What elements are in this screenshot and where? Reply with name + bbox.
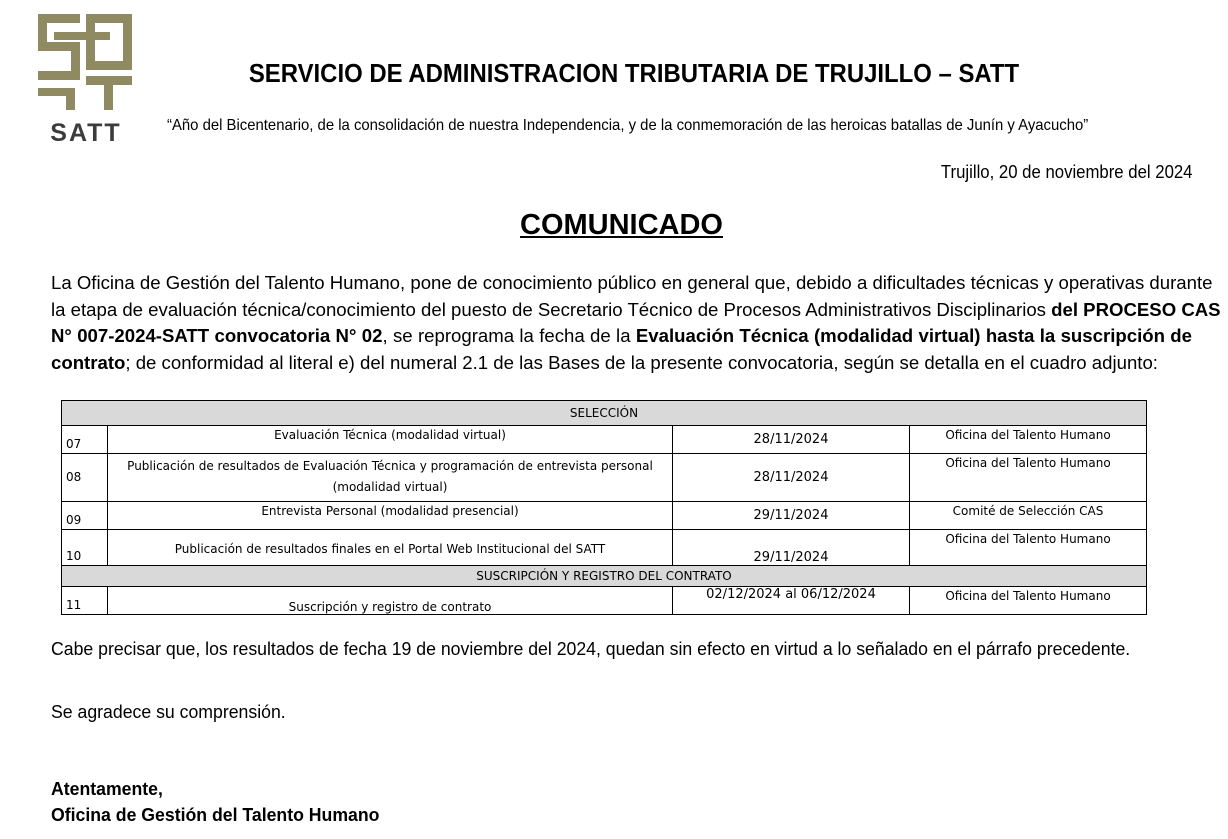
process-number: N° 007-2024-SATT convocatoria N° 02 bbox=[51, 325, 383, 346]
row-activity: Suscripción y registro de contrato bbox=[108, 587, 673, 615]
row-activity: Publicación de resultados finales en el Portal Web Institucional del SATT bbox=[108, 530, 673, 566]
thanks-paragraph: Se agradece su comprensión. bbox=[51, 701, 286, 722]
official-year-motto: “Año del Bicentenario, de la consolidación de nuestra Independencia, y de la conmemoración de las heroicas batallas de Junín y Ayacucho” bbox=[167, 117, 1089, 134]
section-title-contrato: SUSCRIPCIÓN Y REGISTRO DEL CONTRATO bbox=[62, 566, 1147, 587]
body-line-3 bbox=[51, 323, 1192, 350]
row-date: 02/12/2024 al 06/12/2024 bbox=[673, 587, 910, 615]
body-bold-text: contrato bbox=[51, 351, 126, 373]
row-number: 07 bbox=[62, 426, 108, 454]
body-line-2 bbox=[51, 297, 1221, 324]
table-row bbox=[62, 426, 1147, 454]
document-heading: COMUNICADO bbox=[520, 209, 723, 241]
body-text: ; de conformidad al literal e) del numeral 2.1 de las Bases de la presente convocatoria, según se detalla en el cuadro adjunto: bbox=[125, 351, 1158, 373]
row-responsible: Comité de Selección CAS bbox=[910, 502, 1147, 530]
table-section-header bbox=[62, 401, 1147, 426]
body-bold-text: del PROCESO CAS bbox=[1051, 298, 1221, 320]
row-responsible: Oficina del Talento Humano bbox=[910, 426, 1147, 454]
table-row bbox=[62, 454, 1147, 502]
table-section-header bbox=[62, 566, 1147, 587]
logo-text: SATT bbox=[50, 119, 122, 144]
table-row bbox=[62, 587, 1147, 615]
body-line-1: La Oficina de Gestión del Talento Humano, pone de conocimiento público en general que, debido a dificultades técnicas y operativas durante bbox=[51, 272, 1213, 293]
row-number: 08 bbox=[62, 454, 108, 502]
body-bold-text: Evaluación Técnica (modalidad virtual) hasta la suscripción de bbox=[635, 325, 1192, 346]
closing: Atentamente, bbox=[51, 778, 163, 799]
body-paragraph bbox=[51, 270, 1221, 376]
table-row bbox=[62, 530, 1147, 566]
body-text: , se reprograma la fecha de la bbox=[382, 325, 636, 346]
place-and-date: Trujillo, 20 de noviembre del 2024 bbox=[940, 162, 1192, 182]
body-line-4 bbox=[51, 350, 1192, 377]
row-responsible: Oficina del Talento Humano bbox=[910, 530, 1147, 566]
organization-title: SERVICIO DE ADMINISTRACION TRIBUTARIA DE TRUJILLO – SATT bbox=[248, 58, 1020, 88]
signing-office: Oficina de Gestión del Talento Humano bbox=[51, 804, 380, 825]
row-responsible: Oficina del Talento Humano bbox=[910, 454, 1147, 502]
row-date: 29/11/2024 bbox=[673, 530, 910, 566]
row-date: 28/11/2024 bbox=[673, 454, 910, 502]
row-number: 10 bbox=[62, 530, 108, 566]
row-activity: Entrevista Personal (modalidad presencial) bbox=[108, 502, 673, 530]
clarification-paragraph: Cabe precisar que, los resultados de fecha 19 de noviembre del 2024, quedan sin efecto en virtud a lo señalado en el párrafo precedente. bbox=[51, 638, 1131, 659]
section-title-seleccion: SELECCIÓN bbox=[62, 401, 1147, 426]
row-activity: Evaluación Técnica (modalidad virtual) bbox=[108, 426, 673, 454]
row-date: 28/11/2024 bbox=[673, 426, 910, 454]
body-text: la etapa de evaluación técnica/conocimiento del puesto de Secretario Técnico de Procesos Administrativos Disciplinarios bbox=[51, 298, 1052, 320]
row-date: 29/11/2024 bbox=[673, 502, 910, 530]
table-row bbox=[62, 502, 1147, 530]
row-responsible: Oficina del Talento Humano bbox=[910, 587, 1147, 615]
row-number: 09 bbox=[62, 502, 108, 530]
row-number: 11 bbox=[62, 587, 108, 615]
signature-block bbox=[51, 776, 379, 828]
schedule-table bbox=[61, 400, 1147, 615]
row-activity: Publicación de resultados de Evaluación Técnica y programación de entrevista personal (modalidad virtual) bbox=[108, 454, 673, 502]
